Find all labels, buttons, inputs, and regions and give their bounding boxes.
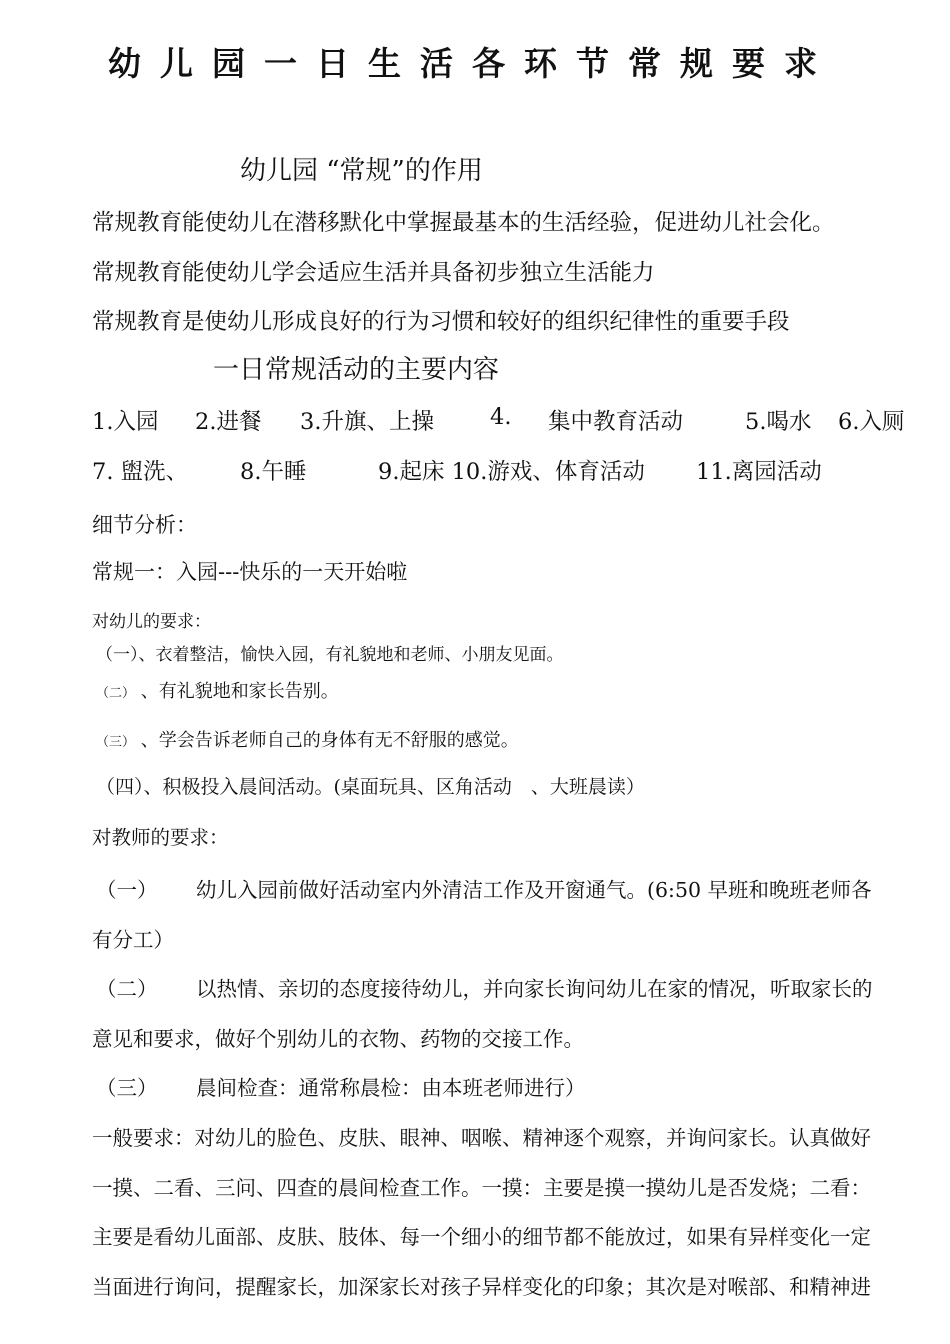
- content-item: 9.起床 10.游戏、体育活动: [378, 459, 645, 485]
- teacher-item-2-line-1: 以热情、亲切的态度接待幼儿，并向家长询问幼儿在家的情况，听取家长的: [196, 977, 873, 1001]
- role-line-2: 常规教育能使幼儿学会适应生活并具备初步独立生活能力: [92, 260, 655, 286]
- child-item-3: [96, 726, 519, 752]
- content-item: 1.入园: [92, 409, 159, 435]
- general-requirements-line-1: 一般要求：对幼儿的脸色、皮肤、眼神、咽喉、精神逐个观察，并询问家长。认真做好: [92, 1126, 871, 1150]
- page-title: 幼儿园一日生活各环节常规要求: [108, 44, 836, 83]
- content-item: 8.午睡: [240, 459, 307, 485]
- detail-label: 细节分析：: [92, 513, 197, 537]
- general-requirements-line-3: 主要是看幼儿面部、皮肤、肢体、每一个细小的细节都不能放过，如果有异样变化一定: [92, 1225, 871, 1249]
- section-heading-role: 幼儿园 “常规”的作用: [240, 156, 483, 186]
- child-requirements-label: 对幼儿的要求：: [92, 612, 211, 632]
- general-requirements-line-2: 一摸、二看、三问、四查的晨间检查工作。一摸：主要是摸一摸幼儿是否发烧；二看：: [92, 1176, 871, 1200]
- teacher-item-2-line-2: 意见和要求，做好个别幼儿的衣物、药物的交接工作。: [92, 1027, 584, 1051]
- content-item: 集中教育活动: [548, 409, 684, 435]
- child-item-4: [96, 772, 645, 799]
- child-item-num: （一）: [96, 645, 139, 665]
- content-item: 5.喝水: [745, 409, 812, 435]
- section-heading-contents: 一日常规活动的主要内容: [213, 355, 500, 385]
- teacher-requirements-label: 对教师的要求：: [92, 826, 229, 849]
- teacher-item-1-line-2: 有分工）: [92, 928, 174, 952]
- role-line-3: 常规教育是使幼儿形成良好的行为习惯和较好的组织纪律性的重要手段: [92, 309, 790, 335]
- child-item-num: （四）: [96, 776, 144, 798]
- teacher-item-1-line-1: 幼儿入园前做好活动室内外清洁工作及开窗通气。(6:50 早班和晚班老师各: [196, 878, 872, 902]
- child-item-2: [96, 677, 339, 703]
- teacher-item-num: （二）: [96, 977, 158, 1001]
- child-item-num: （三）: [96, 735, 136, 750]
- content-item: 6.入厕: [838, 409, 905, 435]
- child-item-text: 、学会告诉老师自己的身体有无不舒服的感觉。: [140, 730, 519, 751]
- child-item-num: （二）: [96, 686, 136, 701]
- child-item-text: 、积极投入晨间活动。(桌面玩具、区角活动 、大班晨读）: [143, 776, 645, 798]
- rule1-heading: 常规一：入园---快乐的一天开始啦: [92, 560, 408, 584]
- general-requirements-line-4: 当面进行询问，提醒家长，加深家长对孩子异样变化的印象；其次是对喉部、和精神进: [92, 1275, 871, 1299]
- teacher-item-num: （三）: [96, 1076, 158, 1100]
- role-line-1: 常规教育能使幼儿在潜移默化中掌握最基本的生活经验，促进幼儿社会化。: [92, 210, 835, 236]
- content-item: 4.: [490, 404, 512, 430]
- child-item-text: 、有礼貌地和家长告别。: [140, 681, 339, 702]
- content-item: 3.升旗、上操: [300, 409, 434, 435]
- teacher-item-num: （一）: [96, 878, 158, 902]
- teacher-item-3-line-1: 晨间检查：通常称晨检：由本班老师进行）: [196, 1076, 586, 1100]
- content-item: 11.离园活动: [696, 459, 822, 485]
- child-item-1: [96, 640, 564, 665]
- content-item: 7. 盥洗、: [92, 459, 189, 485]
- content-item: 2.进餐: [195, 409, 262, 435]
- child-item-text: 、衣着整洁，愉快入园，有礼貌地和老师、小朋友见面。: [138, 645, 564, 665]
